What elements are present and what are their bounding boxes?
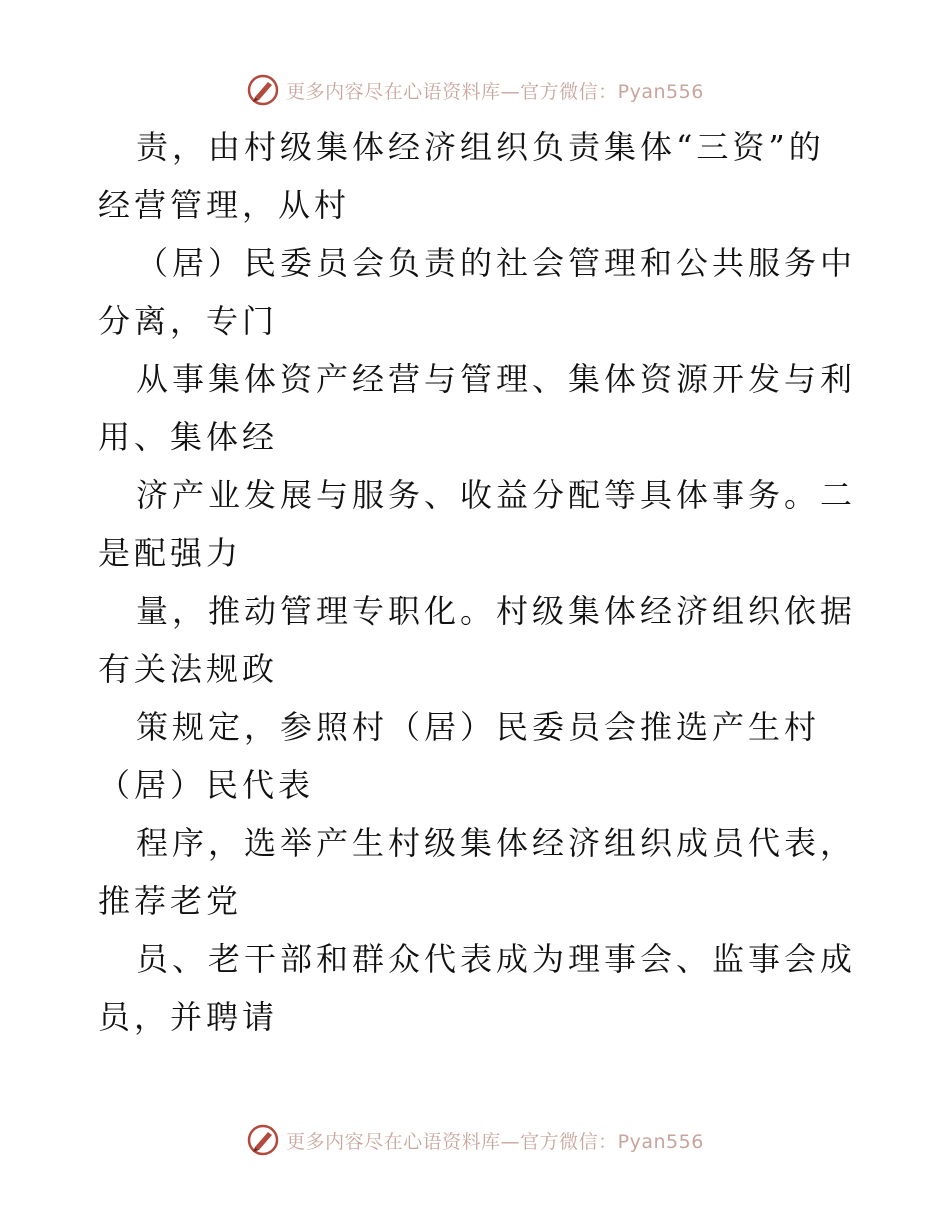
watermark-text: 更多内容尽在心语资料库—官方微信：Pyan556 [286, 1130, 704, 1153]
paragraph-line: 员、老干部和群众代表成为理事会、监事会成员，并聘请 [98, 940, 857, 1036]
pen-seal-icon [246, 73, 280, 107]
document-body [98, 118, 858, 1046]
paragraph-line: （居）民委员会负责的社会管理和公共服务中分离，专门 [98, 244, 857, 340]
paragraph-line: 量，推动管理专职化。村级集体经济组织依据有关法规政 [98, 592, 857, 688]
pen-seal-icon [246, 1123, 280, 1157]
paragraph-line: 从事集体资产经营与管理、集体资源开发与利用、集体经 [98, 360, 857, 456]
paragraph-line: 程序，选举产生村级集体经济组织成员代表，推荐老党 [98, 824, 857, 920]
paragraph-line: 济产业发展与服务、收益分配等具体事务。二是配强力 [98, 476, 857, 572]
footer-watermark [0, 1120, 950, 1160]
header-watermark [0, 70, 950, 110]
paragraph-line: 责，由村级集体经济组织负责集体“三资”的经营管理，从村 [98, 128, 825, 224]
watermark-text: 更多内容尽在心语资料库—官方微信：Pyan556 [286, 80, 704, 103]
paragraph-line: 策规定，参照村（居）民委员会推选产生村（居）民代表 [98, 708, 821, 804]
